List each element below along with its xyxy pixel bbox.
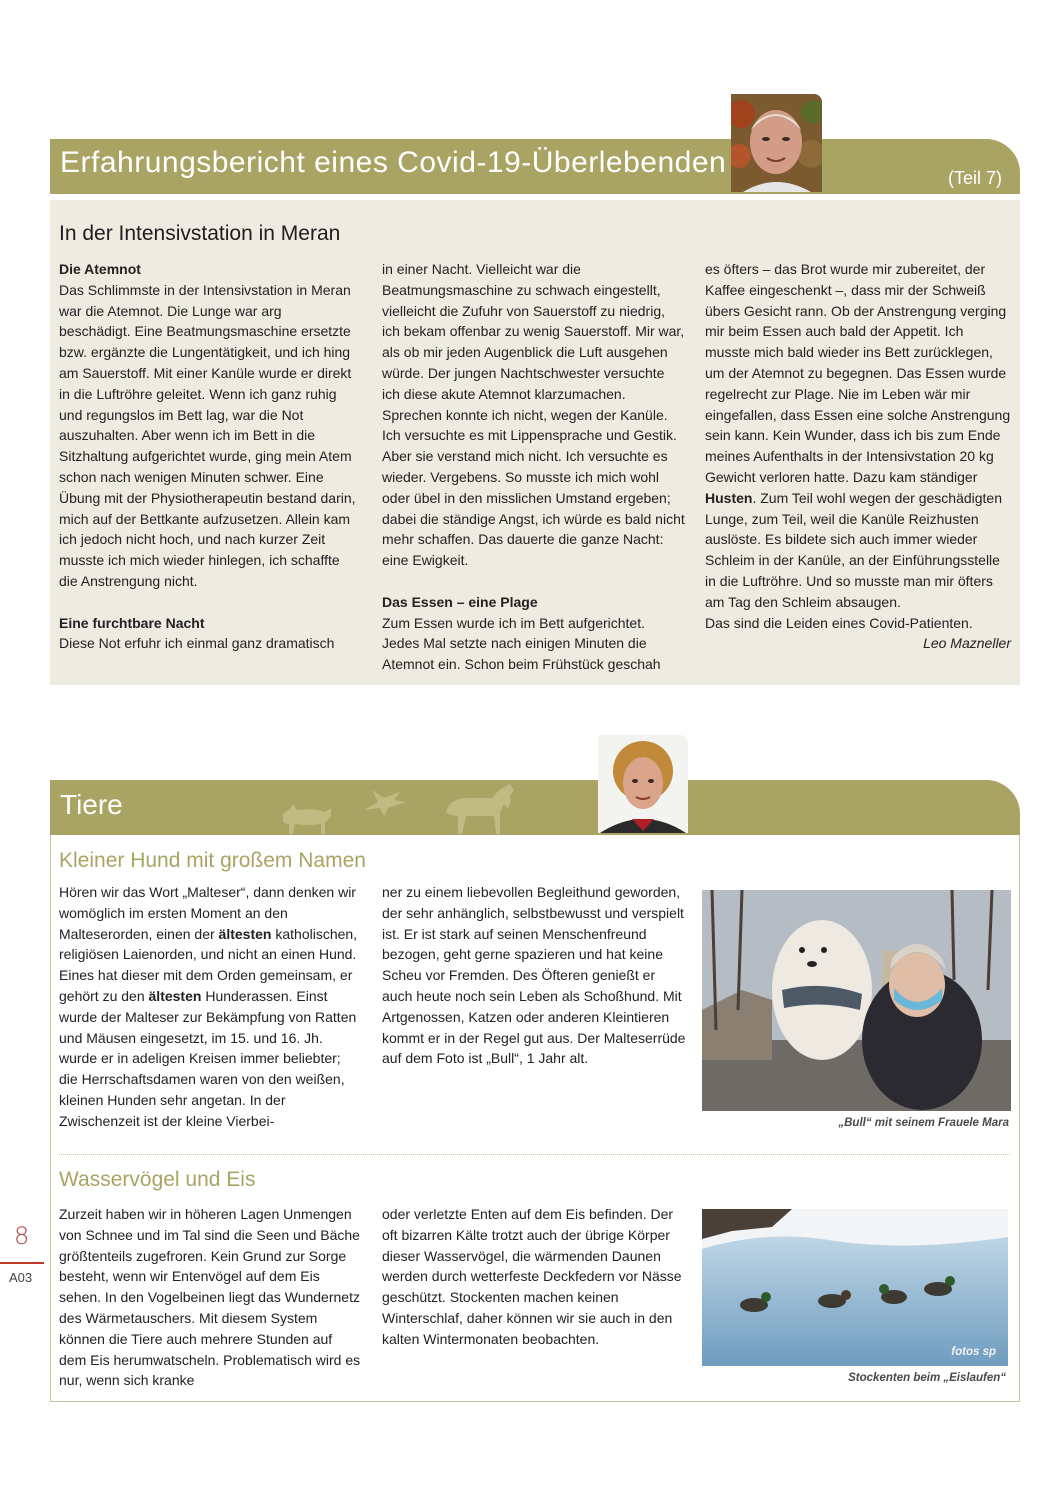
heading-atemnot: Die Atemnot (59, 261, 141, 277)
horse-silhouette-icon (440, 782, 520, 836)
heading-essen: Das Essen – eine Plage (382, 593, 538, 610)
paragraph: Zurzeit haben wir in höheren Lagen Unmengen von Schnee und im Tal sind die Seen und Bäche größtenteils zugefroren. Kein Grund zur Sorge besteht, wenn wir Entenvögel auf dem Eis sehen. In den Vogelbeinen liegt das Wundernetz des Wärmetauschers. Mit diesem System können die Tiere auch mehrere Stunden auf dem Eis herumwatscheln. Problematisch wird es nur, wenn sich kranke (59, 1206, 361, 1389)
heading-kleiner-hund: Kleiner Hund mit großem Namen (59, 849, 366, 872)
photo-credit: fotos sp (951, 1346, 996, 1358)
article-column-1 (59, 259, 357, 654)
paragraph: Zum Essen wurde ich im Bett aufgerichtet. Jedes Mal setzte nach einigen Minuten die Atemnot ein. Schon beim Frühstück geschah (382, 614, 661, 673)
photo-dog-and-woman (702, 890, 1011, 1111)
bold-husten: Husten (705, 489, 753, 506)
voegel-column-2 (382, 1204, 686, 1350)
page-number-rule (0, 1262, 44, 1264)
paragraph: in einer Nacht. Vielleicht war die Beatmungsmaschine zu schwach eingestellt, vielleicht die Zufuhr von Sauerstoff zu niedrig, ich bekam offenbar zu wenig Sauerstoff. Mir war, als ob mir jeden Augenblick die Luft ausgehen würde. Der jungen Nachtschwester versuchte ich diese akute Atemnot klarzumachen. Sprechen konnte ich nicht, wegen der Kanüle. Ich versuchte es mit Lippensprache und Gestik. Aber sie verstand mich nicht. Ich versuchte es wieder. Vergebens. So musste ich mich wohl oder übel in den misslichen Umstand ergeben; dabei die ständige Angst, ich würde es bald nicht mehr schaffen. Das dauerte die ganze Nacht: eine Ewigkeit. (382, 261, 685, 569)
caption-voegel: Stockenten beim „Eislaufen“ (848, 1372, 1006, 1384)
author-signature: Leo Mazneller (923, 635, 1011, 652)
article-title: Erfahrungsbericht eines Covid-19-Überlebenden (60, 146, 727, 179)
paragraph: Diese Not erfuhr ich einmal ganz dramatisch (59, 635, 335, 652)
author-portrait (598, 735, 688, 833)
article-column-2 (382, 259, 686, 675)
paragraph: oder verletzte Enten auf dem Eis befinden. Der oft bizarren Kälte trotzt auch der übrige Körper dieser Wasservögel, die wärmenden Daunen werden durch wetterfeste Deckfedern vor Nässe geschützt. Stockenten machen keinen Winterschlaf, daher können wir sie auch in den kalten Wintermonaten beobachten. (382, 1206, 682, 1347)
section-divider (59, 1154, 1010, 1155)
paragraph: Hören wir das Wort „Malteser“, dann denken wir womöglich im ersten Moment an den Malteserorden, einen der ältesten katholischen, religiösen Laienorden, und nicht an einen Hund. Eines hat dieser mit dem Orden gemeinsam, er gehört zu den ältesten Hunderassen. Einst wurde der Malteser zur Bekämpfung von Ratten und Mäusen eingesetzt, im 15. und 16. Jh. wurde er in adeligen Kreisen immer beliebter; die Herrschaftsdamen waren von den weißen, kleinen Hunden sehr angetan. In der Zwischenzeit ist der kleine Vierbei- (59, 884, 358, 1129)
photo-ducks-on-ice (702, 1209, 1008, 1366)
article-subtitle: In der Intensivstation in Meran (59, 222, 341, 245)
page-number: 8 (14, 1222, 30, 1250)
paragraph: es öfters – das Brot wurde mir zubereitet, der Kaffee eingeschenkt –, dass mir der Schweiß übers Gesicht rann. Ob der Anstrengung verging mir beim Essen auch bald der Appetit. Ich musste mich bald wieder ins Bett zurücklegen, um der Atemnot zu begegnen. Das Essen wurde regelrecht zur Plage. Nie im Leben wär mir eingefallen, dass Essen eine solche Anstrengung sein kann. Kein Wunder, dass ich bis zum Ende meines Aufenthalts in der Intensivstation 20 kg Gewicht verloren hatte. Dazu kam ständiger Husten. Zum Teil wohl wegen der geschädigten Lunge, zum Teil, weil die Kanüle Reizhusten auslöste. Es bildete sich auch immer wieder Schleim in der Kanüle, an der Einführungsstelle in die Luftröhre. Und so musste man mir öfters am Tag den Schleim absaugen. (705, 261, 1011, 610)
paragraph: Das sind die Leiden eines Covid-Patienten. (705, 614, 973, 631)
voegel-column-1 (59, 1204, 361, 1391)
bird-silhouette-icon (360, 786, 410, 818)
hund-column-2 (382, 882, 686, 1069)
tiere-header-bar (50, 780, 1020, 835)
paragraph: Das Schlimmste in der Intensivstation in Meran war die Atemnot. Die Lunge war arg beschädigt. Eine Beatmungsmaschine ersetzte bzw. ergänzte die Lungentätigkeit, und ich hing am Sauerstoff. Mit einer Kanüle wurde er direkt in die Luftröhre geleitet. Wenn ich ganz ruhig und regungslos im Bett lag, war die Not auszuhalten. Aber wenn ich im Bett in die Sitzhaltung aufgerichtet wurde, ging mein Atem schon nach wenigen Minuten schwer. Eine Übung mit der Physiotherapeutin bestand darin, mich auf der Bettkante aufzusetzen. Allein kam ich jedoch nicht hoch, und nach kurzer Zeit musste ich mich wieder hinlegen, ich schaffte die Anstrengung nicht. (59, 281, 356, 589)
article-column-3 (705, 259, 1011, 654)
page-code: A03 (9, 1270, 33, 1285)
tiere-title: Tiere (60, 789, 123, 820)
hund-column-1 (59, 882, 359, 1132)
heading-furchtbare-nacht: Eine furchtbare Nacht (59, 614, 205, 631)
dog-silhouette-icon (275, 798, 335, 836)
paragraph: ner zu einem liebevollen Begleithund geworden, der sehr anhänglich, selbstbewusst und verspielt ist. Er ist stark auf seinen Menschenfreund bezogen, geht gerne spazieren und hat keine Scheu vor Fremden. Des Öfteren genießt er auch heute noch sein Leben als Schoßhund. Mit Artgenossen, Katzen oder anderen Kleintieren kommt er in der Regel gut aus. Der Malteserrüde auf dem Foto ist „Bull“, 1 Jahr alt. (382, 884, 686, 1067)
article-part-label: (Teil 7) (948, 168, 1003, 188)
caption-hund: „Bull“ mit seinem Frauele Mara (838, 1117, 1009, 1129)
heading-wasservoegel: Wasservögel und Eis (59, 1168, 256, 1191)
author-portrait (731, 94, 822, 192)
